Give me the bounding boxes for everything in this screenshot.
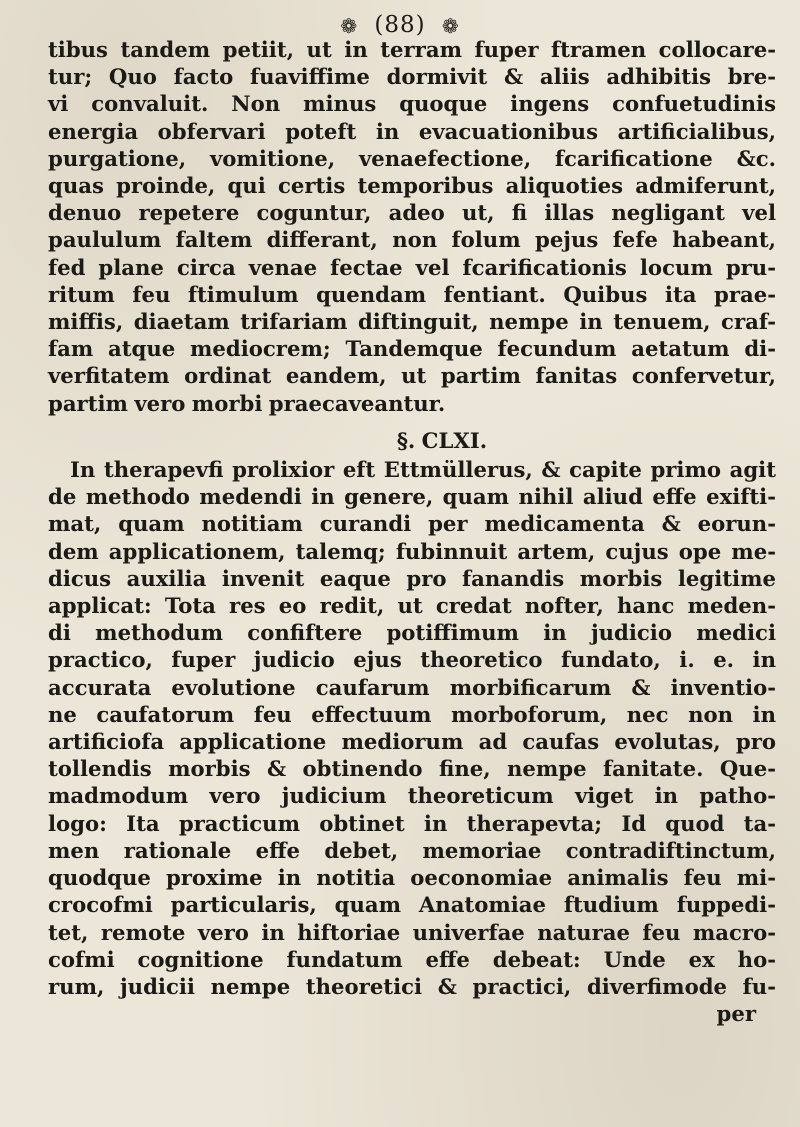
text-line: quas proinde, qui certis temporibus aliquoties admiferunt, [48,173,776,199]
body-text [48,36,776,1027]
text-line: tet, remote vero in hiftoriae univerfae naturae feu macro- [48,919,776,945]
text-line: fam atque mediocrem; Tandemque fecundum aetatum di- [48,336,776,362]
text-line: men rationale effe debet, memoriae contradiftinctum, [48,837,776,863]
ornament-right-icon: ❁ [441,14,460,38]
page-number: (88) [374,12,426,38]
text-line: di methodum confiftere potiffimum in judicio medici [48,620,776,646]
text-line: paululum faltem differant, non folum pejus fefe habeant, [48,227,776,253]
text-line: verfitatem ordinat eandem, ut partim fanitas confervetur, [48,363,776,389]
text-line: In therapevfi prolixior eft Ettmüllerus, & capite primo agit [70,457,776,483]
text-line: mat, quam notitiam curandi per medicamenta & eorun- [48,511,776,537]
text-line: madmodum vero judicium theoreticum viget in patho- [48,783,776,809]
text-line: quodque proxime in notitia oeconomiae animalis feu mi- [48,865,776,891]
text-line: rum, judicii nempe theoretici & practici, diverfimode fu- [48,973,776,999]
text-line: fed plane circa venae fectae vel fcarificationis locum pru- [48,254,776,280]
text-line: applicat: Tota res eo redit, ut credat nofter, hanc meden- [48,593,776,619]
text-line: cofmi cognitione fundatum effe debeat: Unde ex ho- [48,946,776,972]
text-line: logo: Ita practicum obtinet in therapevta; Id quod ta- [48,810,776,836]
text-line: partim vero morbi praecaveantur. [48,390,446,416]
text-line: artificiofa applicatione mediorum ad caufas evolutas, pro [48,729,776,755]
text-line: ritum feu ftimulum quendam fentiant. Quibus ita prae- [48,281,776,307]
text-line: denuo repetere coguntur, adeo ut, fi illas negligant vel [48,200,776,226]
text-line: vi convaluit. Non minus quoque ingens confuetudinis [48,91,776,117]
text-line: tur; Quo facto fuaviffime dormivit & aliis adhibitis bre- [48,64,776,90]
text-line: dicus auxilia invenit eaque pro fanandis morbis legitime [48,565,776,591]
page-header [0,12,800,38]
text-line: miffis, diaetam trifariam diftinguit, nempe in tenuem, craf- [48,309,776,335]
text-line: tollendis morbis & obtinendo fine, nempe fanitate. Que- [48,756,776,782]
ornament-left-icon: ❁ [340,14,359,38]
section-heading: §. CLXI. [396,427,488,453]
text-line: per [716,1001,756,1027]
text-line: energia obfervari poteft in evacuationibus artificialibus, [48,118,776,144]
text-line: dem applicationem, talemq; fubinnuit artem, cujus ope me- [48,538,776,564]
text-line: ne caufatorum feu effectuum morboforum, nec non in [48,701,776,727]
text-line: accurata evolutione caufarum morbificarum & inventio- [48,674,776,700]
text-line: de methodo medendi in genere, quam nihil aliud effe exifti- [48,484,776,510]
text-line: practico, fuper judicio ejus theoretico fundato, i. e. in [48,647,776,673]
text-line: tibus tandem petiit, ut in terram fuper ftramen collocare- [48,37,776,62]
text-line: crocofmi particularis, quam Anatomiae ftudium fuppedi- [48,892,776,918]
text-line: purgatione, vomitione, venaefectione, fcarificatione &c. [48,145,776,171]
